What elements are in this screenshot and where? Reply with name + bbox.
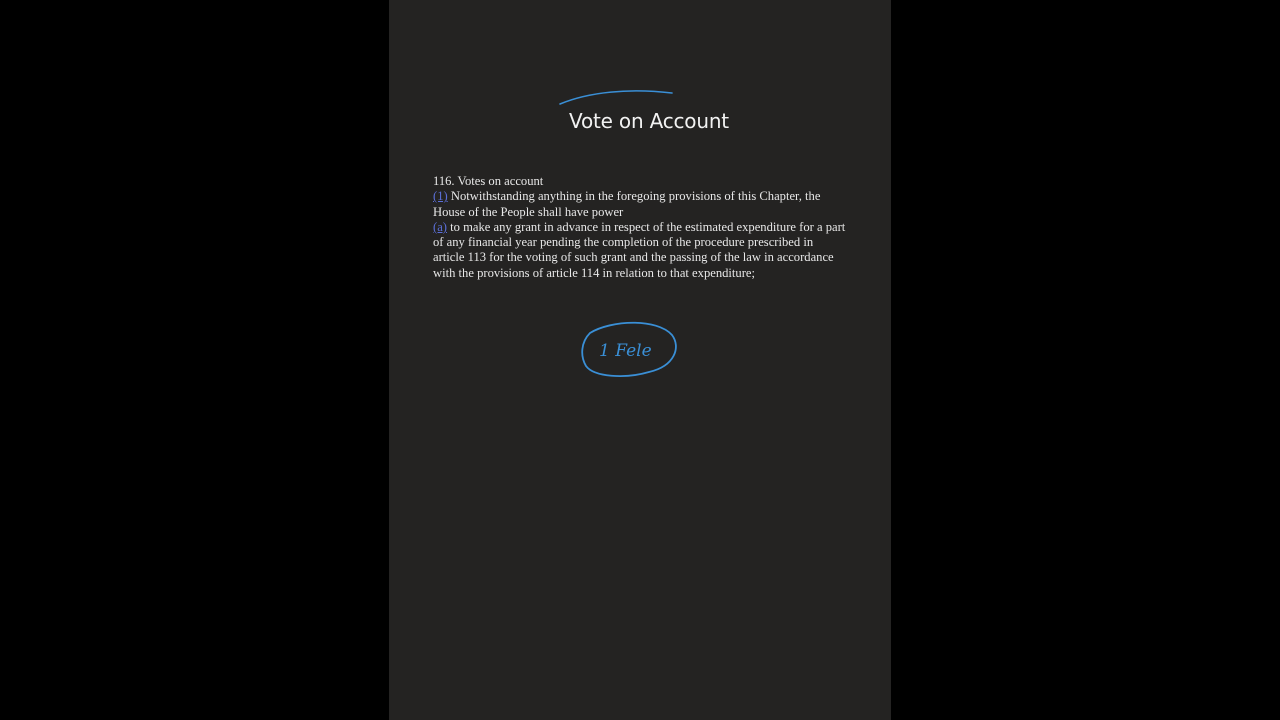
- handwritten-arc-stroke: [560, 91, 672, 104]
- clause-1-line-2: House of the People shall have power: [433, 204, 624, 219]
- article-heading: 116. Votes on account: [433, 174, 544, 188]
- handwritten-ellipse-circle: [582, 323, 676, 376]
- document-page: [389, 0, 891, 720]
- subclause-ref-link[interactable]: (a): [433, 219, 447, 234]
- clause-text: Notwithstanding anything in the foregoing provisions of this Chapter, the: [450, 189, 821, 204]
- page-title: Vote on Account: [569, 109, 729, 133]
- subclause-text: to make any grant in advance in respect of the estimated expenditure for a part: [450, 219, 846, 234]
- subclause-a-line-3: article 113 for the voting of such grant and the passing of the law in accordance: [433, 250, 834, 265]
- article-text: [433, 174, 873, 281]
- clause-1-line-1: [433, 189, 873, 204]
- subclause-a-line-4: with the provisions of article 114 in relation to that expenditure;: [433, 265, 755, 280]
- subclause-a-line-2: of any financial year pending the completion of the procedure prescribed in: [433, 235, 814, 250]
- subclause-a-line-1: [433, 220, 873, 235]
- handwritten-note: 1 Fele: [599, 341, 652, 361]
- clause-ref-link[interactable]: (1): [433, 189, 448, 204]
